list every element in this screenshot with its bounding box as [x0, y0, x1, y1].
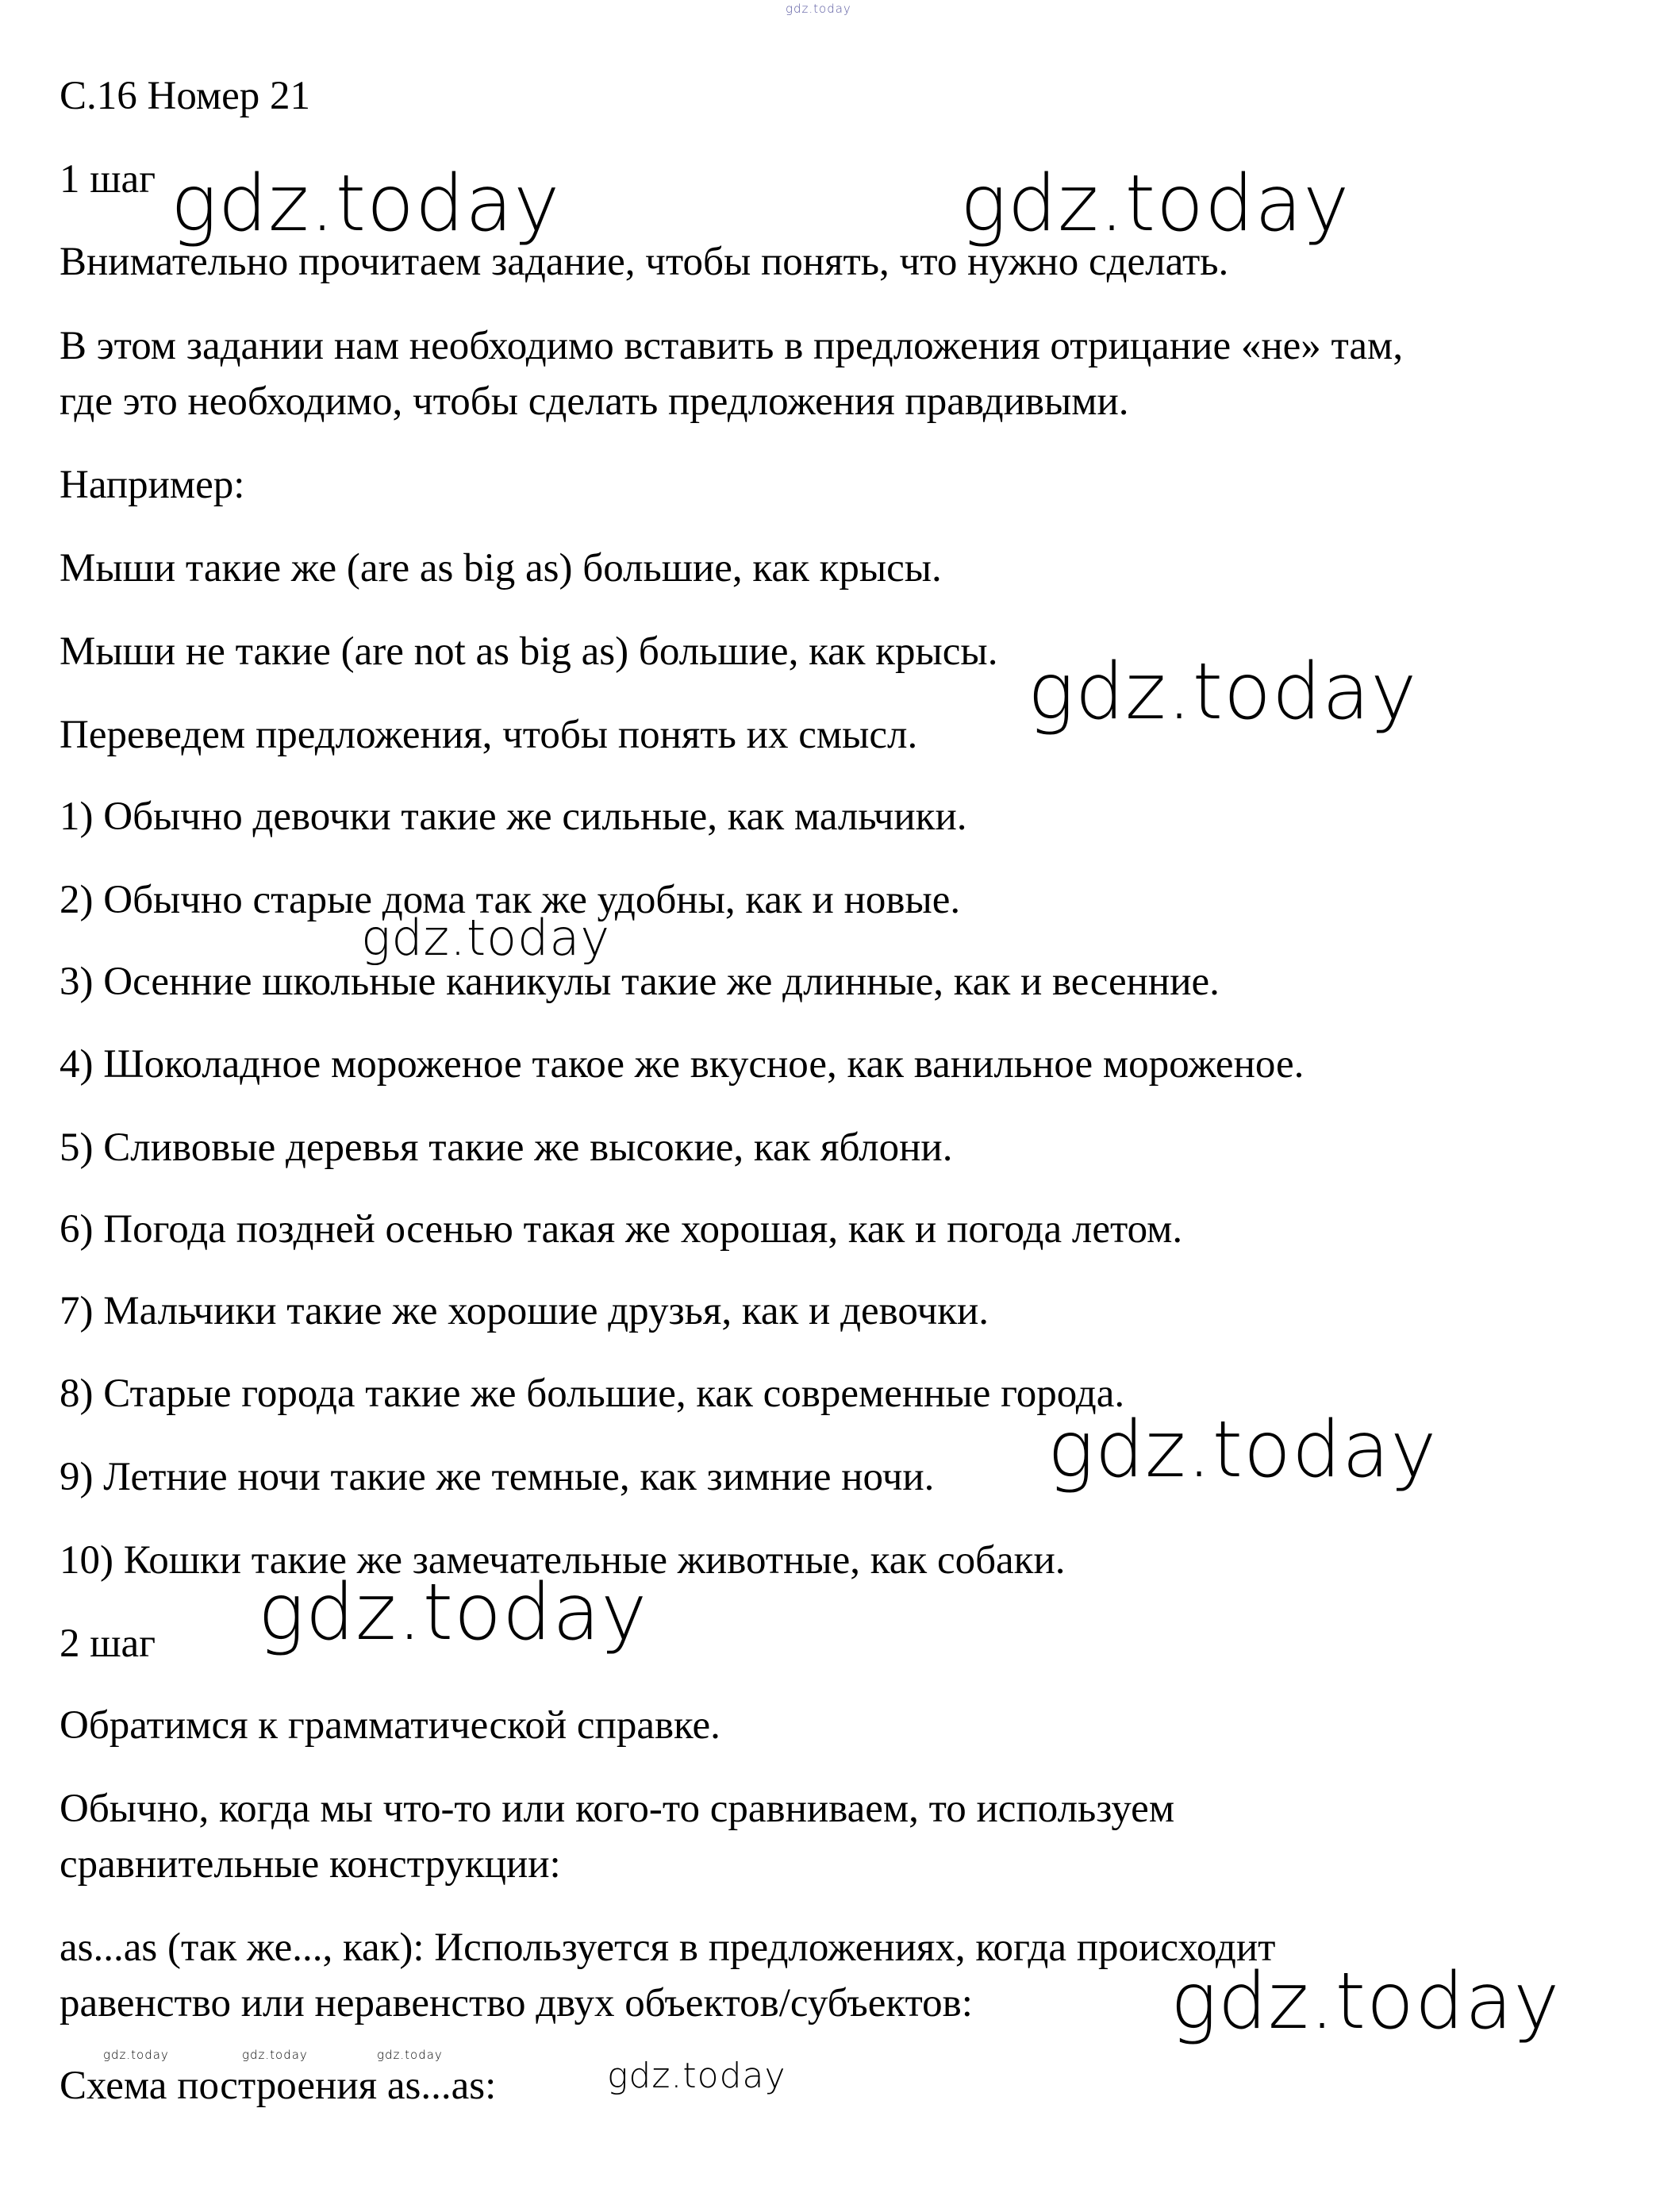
watermark-6: gdz.today — [258, 1568, 648, 1658]
asas-line-1: as...as (так же..., как): Используется в предложениях, когда происходит — [60, 1925, 1276, 1970]
sentence-2: 2) Обычно старые дома так же удобны, как и новые. — [60, 878, 961, 922]
paragraph-task-line-2: где это необходимо, чтобы сделать предложения правдивыми. — [60, 379, 1129, 424]
comparison-line-1: Обычно, когда мы что-то или кого-то сравниваем, то используем — [60, 1787, 1175, 1831]
example-sentence-1: Мыши такие же (are as big as) большие, как крысы. — [60, 546, 942, 591]
paragraph-read-task: Внимательно прочитаем задание, чтобы понять, что нужно сделать. — [60, 240, 1229, 284]
watermark-9: gdz.today — [103, 2048, 169, 2062]
step-1-label: 1 шаг — [60, 157, 156, 202]
example-label: Например: — [60, 463, 245, 507]
watermark-5: gdz.today — [1047, 1405, 1438, 1495]
watermark-10: gdz.today — [242, 2048, 308, 2062]
watermark-3: gdz.today — [1028, 647, 1418, 737]
sentence-6: 6) Погода поздней осенью такая же хорошая, как и погода летом. — [60, 1207, 1183, 1252]
example-sentence-2: Мыши не такие (are not as big as) большие, как крысы. — [60, 629, 998, 674]
sentence-5: 5) Сливовые деревья такие же высокие, как яблони. — [60, 1125, 953, 1170]
sentence-1: 1) Обычно девочки такие же сильные, как мальчики. — [60, 794, 967, 839]
watermark-top: gdz.today — [786, 2, 851, 16]
sentence-8: 8) Старые города такие же большие, как современные города. — [60, 1371, 1125, 1416]
sentence-4: 4) Шоколадное мороженое такое же вкусное, как ванильное мороженое. — [60, 1042, 1305, 1087]
watermark-4: gdz.today — [361, 909, 611, 967]
comparison-line-2: сравнительные конструкции: — [60, 1842, 561, 1887]
sentence-10: 10) Кошки такие же замечательные животные, как собаки. — [60, 1538, 1066, 1583]
scheme-label: Схема построения as...as: — [60, 2064, 497, 2108]
sentence-7: 7) Мальчики такие же хорошие друзья, как и девочки. — [60, 1289, 989, 1333]
watermark-7: gdz.today — [1170, 1956, 1561, 2047]
sentence-9: 9) Летние ночи такие же темные, как зимние ночи. — [60, 1455, 935, 1499]
watermark-11: gdz.today — [377, 2048, 443, 2062]
watermark-2: gdz.today — [960, 159, 1351, 249]
watermark-1: gdz.today — [171, 159, 561, 249]
step-2-label: 2 шаг — [60, 1621, 156, 1666]
sentence-3: 3) Осенние школьные каникулы такие же длинные, как и весенние. — [60, 960, 1220, 1004]
paragraph-task-line-1: В этом задании нам необходимо вставить в предложения отрицание «не» там, — [60, 324, 1404, 368]
watermark-8: gdz.today — [607, 2056, 786, 2096]
translate-intro: Переведем предложения, чтобы понять их смысл. — [60, 713, 918, 757]
grammar-reference: Обратимся к грамматической справке. — [60, 1703, 720, 1748]
page-heading: С.16 Номер 21 — [60, 74, 311, 118]
asas-line-2: равенство или неравенство двух объектов/субъектов: — [60, 1981, 973, 2025]
